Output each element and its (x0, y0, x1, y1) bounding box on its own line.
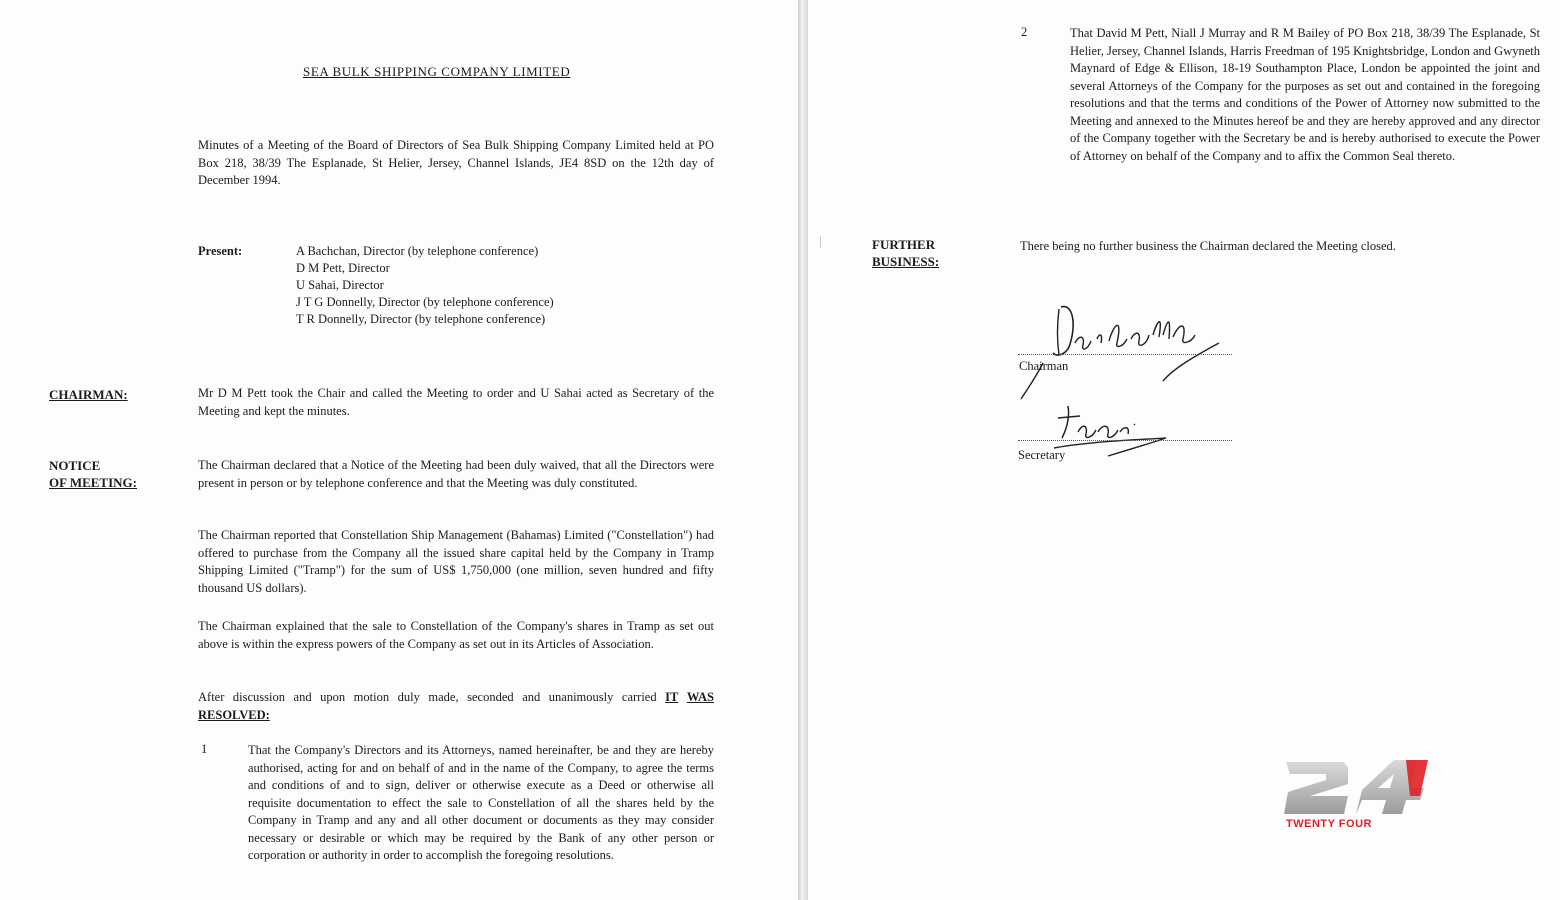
notice-section-label-line1: NOTICE (49, 458, 101, 473)
present-item: A Bachchan, Director (by telephone conference) (296, 244, 539, 258)
present-item: T R Donnelly, Director (by telephone conference) (296, 312, 546, 326)
present-item: U Sahai, Director (296, 278, 384, 292)
further-section-label-line2: BUSINESS: (872, 254, 940, 269)
resolution-2-number: 2 (1021, 25, 1028, 39)
scan-mark (820, 236, 821, 248)
document-title: SEA BULK SHIPPING COMPANY LIMITED (303, 64, 571, 79)
resolved-it-text: IT (665, 690, 679, 704)
twenty-four-logo (1282, 756, 1432, 834)
chairman-signature-label: Chairman (1019, 359, 1069, 373)
explained-paragraph: The Chairman explained that the sale to Constellation of the Company's shares in Tramp as set out above is within the express powers of the Company as set out in its Articles of Association. (198, 619, 714, 651)
resolution-1-number: 1 (201, 742, 208, 756)
present-item: J T G Donnelly, Director (by telephone conference) (296, 295, 554, 309)
present-list (296, 243, 554, 328)
chairman-signature-line (1018, 354, 1232, 355)
chairman-section-label: CHAIRMAN: (49, 387, 128, 402)
resolution-1-paragraph: That the Company's Directors and its Attorneys, named hereinafter, be and they are hereby authorised, acting for and on behalf of and in the name of the Company, to agree the terms and conditions of and to sign, deliver or otherwise execute as a Deed or otherwise all requisite documentation to effect the sale to Constellation of all the shares held by the Company in Tramp and any and all other document or documents as they may consider necessary or desirable or which may be required by the Bank of any other person or corporation or authority in order to accomplish the foregoing resolutions. (248, 743, 714, 862)
twenty-four-logo-text: TWENTY FOUR (1286, 818, 1372, 830)
twenty-four-logo-mark (1282, 756, 1432, 818)
further-business-paragraph: There being no further business the Chairman declared the Meeting closed. (1020, 239, 1396, 253)
notice-section-label-line2: OF MEETING: (49, 475, 137, 490)
resolution-2-paragraph: That David M Pett, Niall J Murray and R M Bailey of PO Box 218, 38/39 The Esplanade, St Helier, Jersey, Channel Islands, Harris Freedman of 195 Knightsbridge, London and Gwyneth Maynard of Edge & Ellison, 18-19 Southampton Place, London be appointed the joint and several Attorneys of the Company for the purposes as set out and contained in the foregoing resolutions and that the terms and conditions of the Power of Attorney now submitted to the Meeting and annexed to the Minutes hereof be and they are hereby approved and any director of the Company together with the Secretary be and is hereby authorised to execute the Power of Attorney on behalf of the Company and to affix the Common Seal thereto. (1070, 26, 1540, 163)
chairman-paragraph: Mr D M Pett took the Chair and called the Meeting to order and U Sahai acted as Secretary of the Meeting and kept the minutes. (198, 386, 714, 418)
present-item: D M Pett, Director (296, 261, 390, 275)
page-gutter (798, 0, 808, 900)
secretary-signature (1048, 398, 1178, 463)
intro-paragraph: Minutes of a Meeting of the Board of Directors of Sea Bulk Shipping Company Limited held at PO Box 218, 38/39 The Esplanade, St Helier, Jersey, Channel Islands, JE4 8SD on the 12th day of December 1994. (198, 138, 714, 187)
resolved-lead-text: After discussion and upon motion duly made, seconded and unanimously carried (198, 690, 657, 704)
resolved-paragraph (198, 689, 714, 724)
present-label: Present: (198, 244, 243, 258)
resolved-heading: WAS RESOLVED: (198, 690, 714, 722)
secretary-signature-line (1018, 440, 1232, 441)
document-page-right (808, 0, 1560, 900)
further-section-label-line1: FURTHER (872, 237, 936, 252)
chairman-signature (1013, 295, 1233, 405)
notice-paragraph: The Chairman declared that a Notice of the Meeting had been duly waived, that all the Directors were present in person or by telephone conference and that the Meeting was duly constituted. (198, 458, 714, 490)
constellation-paragraph: The Chairman reported that Constellation Ship Management (Bahamas) Limited ("Constellation") had offered to purchase from the Company all the issued share capital held by the Company in Tramp Shipping Limited ("Tramp") for the sum of US$ 1,750,000 (one million, seven hundred and fifty thousand US dollars). (198, 528, 714, 595)
secretary-signature-label: Secretary (1018, 448, 1066, 462)
